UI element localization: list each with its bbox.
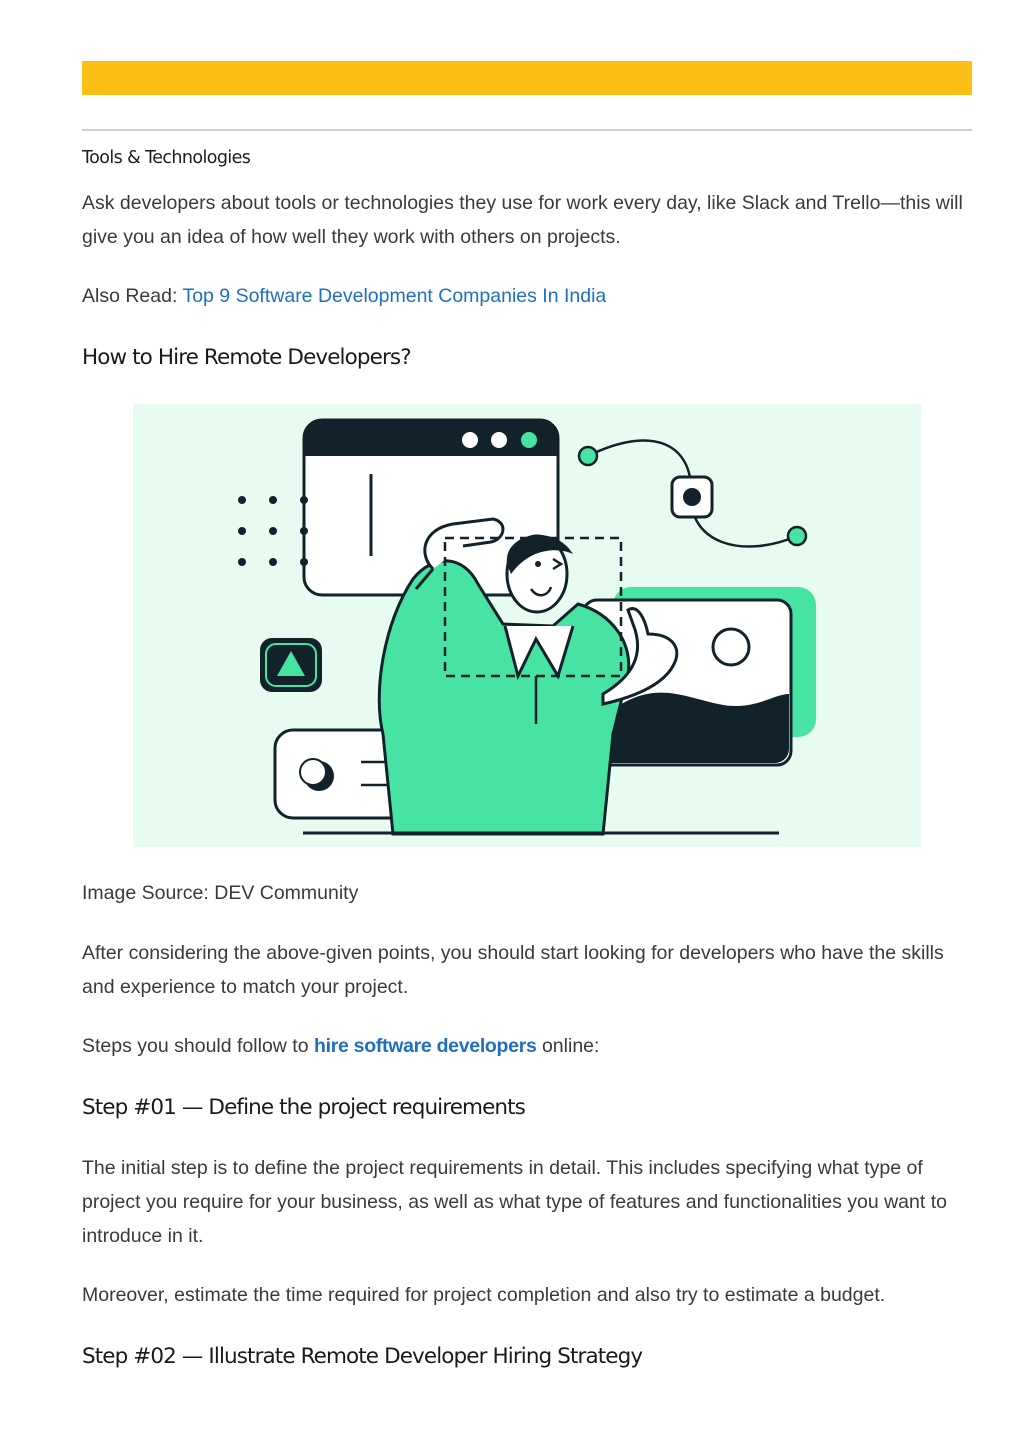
also-read-link[interactable]: Top 9 Software Development Companies In India [182,285,607,307]
steps-intro [82,1029,972,1063]
steps-prefix: Steps you should follow to [82,1035,314,1057]
tools-subheading: Tools & Technologies [82,148,251,168]
remote-developer-illustration [133,404,921,847]
steps-suffix: online: [536,1035,600,1057]
divider [82,129,972,131]
hire-heading: How to Hire Remote Developers? [82,345,411,370]
step1-paragraph1: The initial step is to define the project requirements in detail. This includes specifying what type of project you require for your business, as well as what type of features and functionalities you want to introduce in it. [82,1157,947,1247]
also-read-line [82,279,972,313]
also-read-label: Also Read: [82,285,183,307]
tools-paragraph: Ask developers about tools or technologies they use for work every day, like Slack and Trello—this will give you an idea of how well they work with others on projects. [82,192,963,248]
hire-paragraph: After considering the above-given points, you should start looking for developers who have the skills and experience to match your project. [82,942,944,998]
step2-heading: Step #02 — Illustrate Remote Developer Hiring Strategy [82,1344,643,1369]
step1-paragraph2: Moreover, estimate the time required for project completion and also try to estimate a budget. [82,1284,886,1306]
step1-heading: Step #01 — Define the project requirements [82,1095,525,1120]
image-caption: Image Source: DEV Community [82,882,359,904]
hire-software-developers-link[interactable]: hire software developers [313,1035,537,1057]
accent-bar [82,61,972,95]
